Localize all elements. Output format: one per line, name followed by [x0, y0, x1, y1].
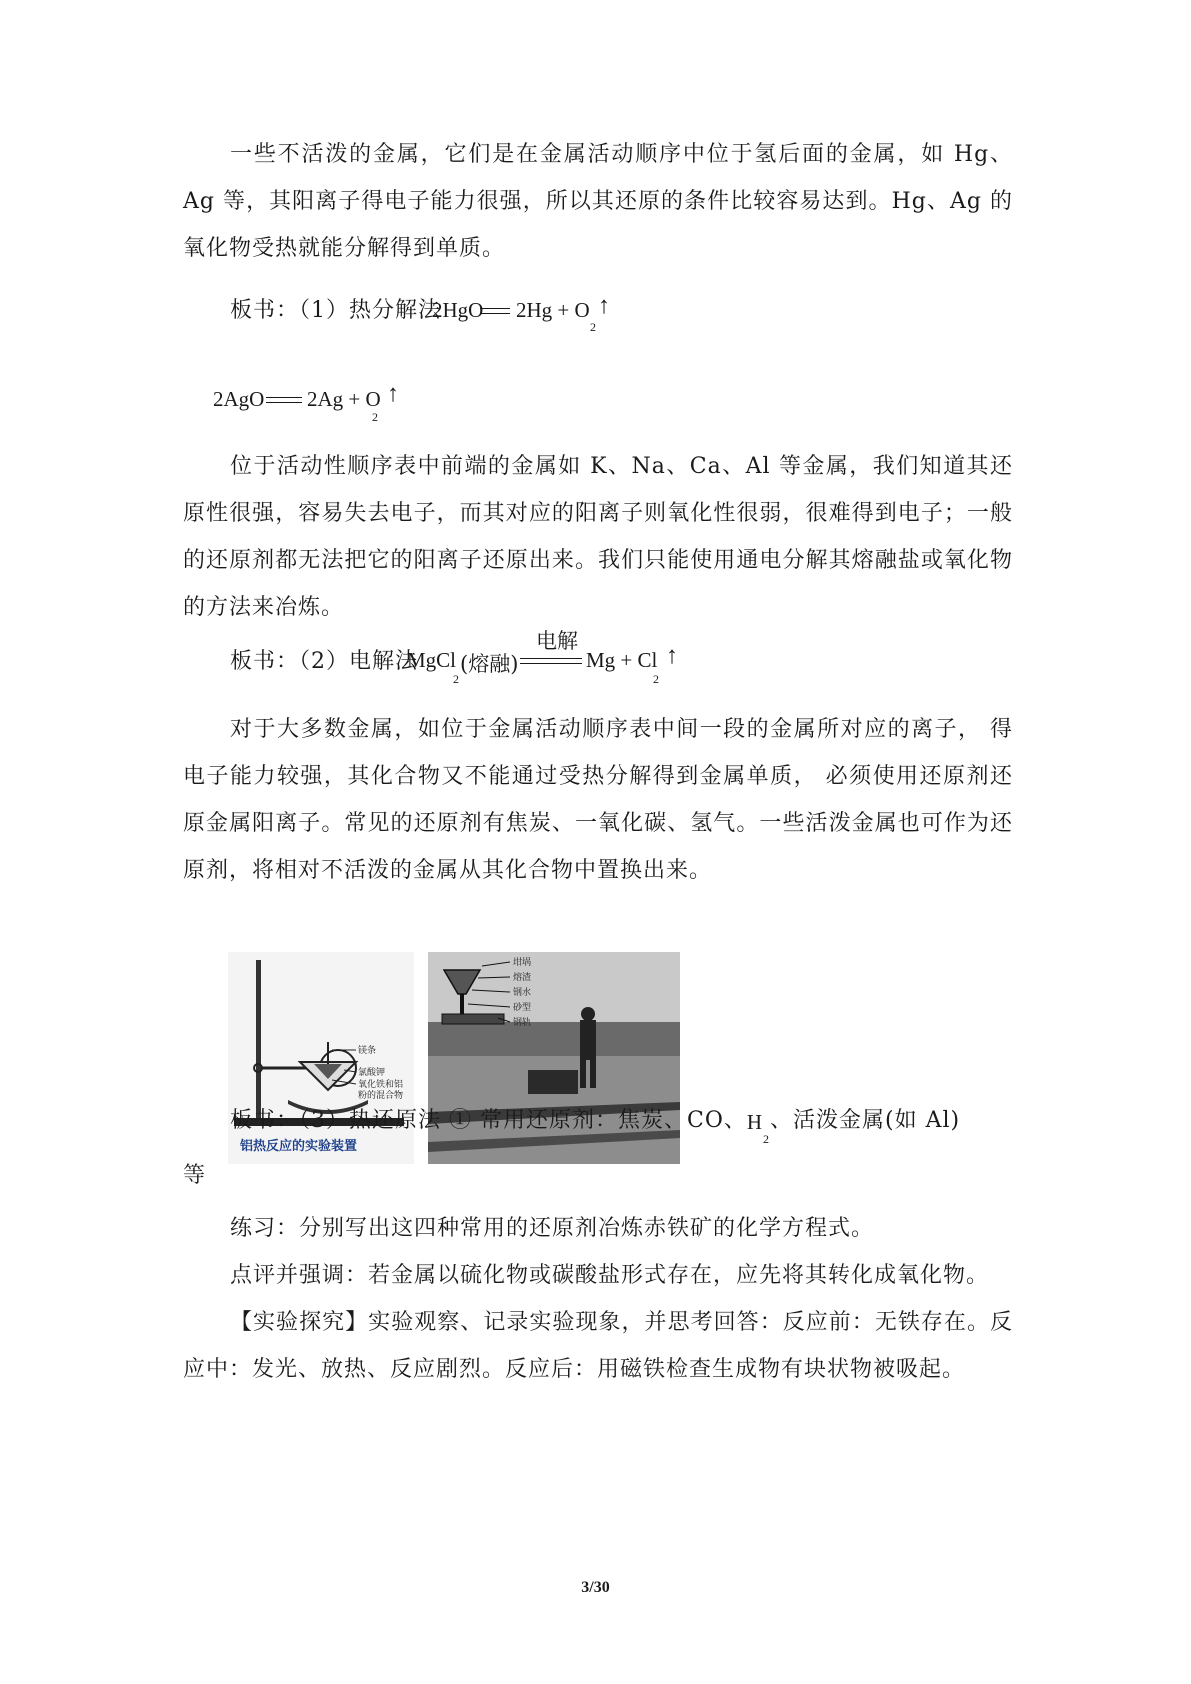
- eq3-left-subscript: 2: [453, 672, 459, 686]
- eq3-left: MgCl: [407, 648, 457, 672]
- eq2-equal-sign: [266, 397, 302, 403]
- eq2-up-arrow: ↑: [387, 381, 399, 407]
- eq1-right: 2Hg + O: [516, 298, 590, 322]
- board-note-3-h: H: [746, 1110, 764, 1134]
- eq3-up-arrow: ↑: [666, 643, 678, 669]
- eq1-left: 2HgO: [432, 298, 484, 322]
- label-magnesium-strip: 镁条: [358, 1046, 377, 1056]
- board-note-3-tail: 等: [183, 1163, 207, 1188]
- eq3-right-subscript: 2: [653, 672, 659, 686]
- board-note-3-subscript: 2: [763, 1132, 771, 1146]
- paragraph-electrolysis-intro: 位于活动性顺序表中前端的金属如 K、Na、Ca、Al 等金属，我们知道其还原性很强，容易失去电子，而其对应的阳离子则氧化性很弱，很难得到电子；一般的还原剂都无法把它的阳离子还原出来。我们只能使用通电分解其熔融盐或氧化物的方法来冶炼。: [183, 454, 1013, 620]
- eq3-right: Mg + Cl: [586, 648, 658, 672]
- board-note-2-label: 板书：（2）电解法: [230, 649, 418, 674]
- label-crucible: 坩埚: [513, 958, 532, 968]
- label-slag: 熔渣: [513, 973, 532, 983]
- page-number: 3/30: [581, 1579, 610, 1596]
- exercise-paragraph: 练习：分别写出这四种常用的还原剂冶炼赤铁矿的化学方程式。: [230, 1216, 875, 1241]
- eq1-subscript: 2: [590, 320, 596, 334]
- paragraph-thermal-decomposition-intro: 一些不活泼的金属，它们是在金属活动顺序中位于氢后面的金属，如 Hg、Ag 等，其阳离子得电子能力很强，所以其还原的条件比较容易达到。Hg、Ag 的氧化物受热就能分解得到单质。: [183, 142, 1013, 261]
- eq3-condition: 电解: [536, 629, 578, 653]
- board-note-3: [183, 1097, 1013, 1147]
- label-potassium-chlorate: 氯酸钾: [358, 1068, 386, 1078]
- eq2-left: 2AgO: [213, 387, 265, 411]
- label-powder-mixture: 粉的混合物: [358, 1091, 404, 1101]
- eq2-right: 2Ag + O: [307, 387, 381, 411]
- label-sand-mold: 砂型: [513, 1003, 532, 1013]
- board-note-3-suffix: 、活泼金属(如 Al): [770, 1108, 961, 1133]
- label-rail: 钢轨: [513, 1018, 532, 1028]
- board-note-1-label: 板书：（1）热分解法: [230, 298, 441, 323]
- eq2-subscript: 2: [372, 410, 378, 424]
- figure-caption: 铝热反应的实验装置: [240, 1139, 358, 1154]
- label-molten-steel: 钢水: [513, 988, 532, 998]
- comment-paragraph: 点评并强调：若金属以硫化物或碳酸盐形式存在，应先将其转化成氧化物。: [230, 1263, 990, 1288]
- board-note-3-text: 板书：（3）热还原法 ① 常用还原剂：焦炭、CO、: [230, 1108, 747, 1133]
- eq3-state: (熔融): [460, 652, 519, 676]
- eq1-up-arrow: ↑: [598, 293, 610, 319]
- eq1-equal-sign: [480, 308, 510, 314]
- label-iron-oxide-aluminum: 氧化铁和铝: [358, 1080, 404, 1090]
- paragraph-thermal-reduction-intro: 对于大多数金属，如位于金属活动顺序表中间一段的金属所对应的离子， 得电子能力较强，其化合物又不能通过受热分解得到金属单质， 必须使用还原剂还原金属阳离子。常见的还原剂有焦炭、一氧化碳、氢气。一些活泼金属也可作为还原剂，将相对不活泼的金属从其化合物中置换出来。: [183, 717, 1013, 883]
- eq3-equal-sign: [520, 658, 582, 664]
- experiment-paragraph: 【实验探究】实验观察、记录实验现象，并思考回答：反应前：无铁存在。反应中：发光、放热、反应剧烈。反应后：用磁铁检查生成物有块状物被吸起。: [183, 1310, 1013, 1382]
